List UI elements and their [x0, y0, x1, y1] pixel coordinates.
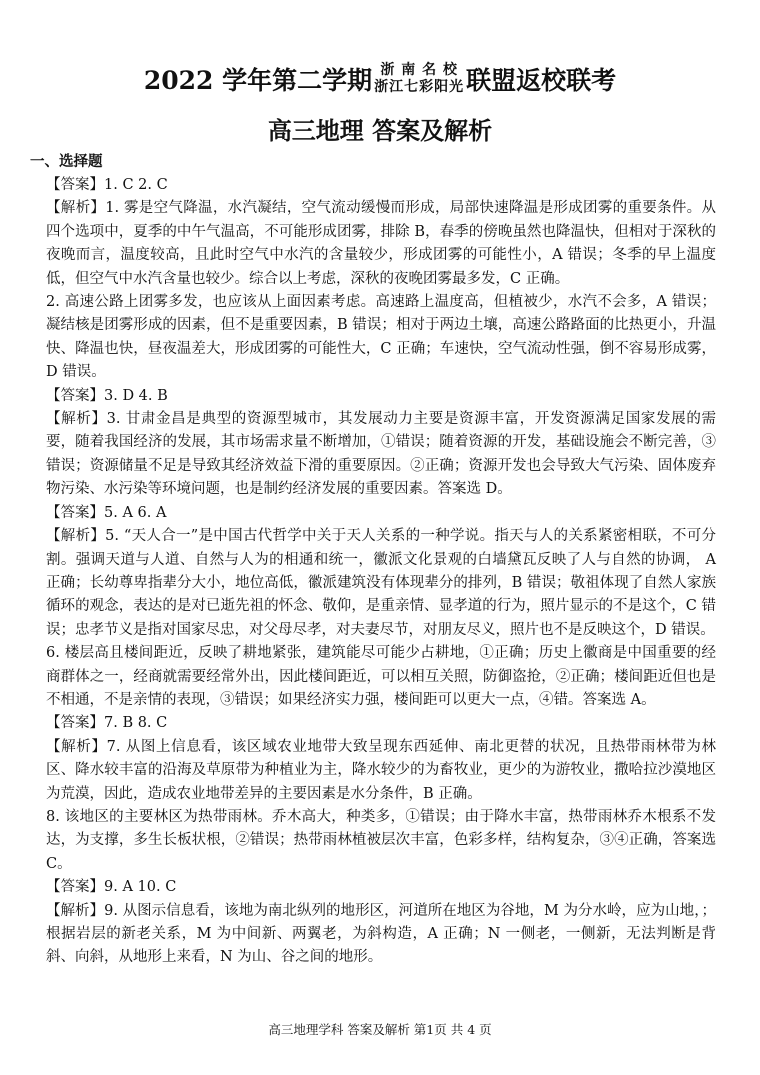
- explanation-paragraph: 【解析】1. 雾是空气降温，水汽凝结，空气流动缓慢而形成，局部快速降温是形成团雾的重要条件。从四个选项中，夏季的中午气温高，不可能形成团雾，排除 B，春季的傍晚虽然也降温快，但相对于深秋的夜晚而言，温度较高，且此时空气中水汽的含量较少，形成团雾的可能性小，A 错误；冬季的早上温度低，但空气中水汽含量也较少。综合以上考虑，深秋的夜晚团雾最多发，C 正确。: [46, 200, 716, 287]
- answer-content: [46, 174, 716, 970]
- page-footer: 高三地理学科 答案及解析 第1页 共 4 页: [268, 1022, 492, 1037]
- answer-line: 【答案】7. B 8. C: [46, 715, 168, 732]
- explanation-paragraph: 【解析】5. “天人合一”是中国古代哲学中关于天人关系的一种学说。指天与人的关系紧密相联，不可分割。强调天道与人道、自然与人为的相通和统一，徽派文化景观的白墙黛瓦反映了人与自然的协调， A 正确；长幼尊卑指辈分大小，地位高低，徽派建筑没有体现辈分的排列，B 错误；敬祖体现了自然人家族循环的观念，表达的是对已逝先祖的怀念、敬仰，是重亲情、显孝道的行为，照片显示的不是这个，C 错误；忠孝节义是指对国家尽忠，对父母尽孝，对夫妻尽节，对朋友尽义，照片也不是反映这个，D 错误。: [46, 528, 716, 638]
- section-heading: 一、选择题: [30, 153, 103, 170]
- alliance-name-top: 浙 南 名 校: [380, 62, 458, 78]
- document-title: [0, 62, 760, 96]
- title-suffix: 联盟返校联考: [466, 66, 617, 95]
- explanation-paragraph: 【解析】7. 从图上信息看，该区域农业地带大致呈现东西延伸、南北更替的状况，且热带雨林带为林区、降水较丰富的沿海及草原带为种植业为主，降水较少的为畜牧业，更少的为游牧业，撒哈拉沙漠地区为荒漠，因此，造成农业地带差异的主要因素是水分条件，B 正确。: [46, 738, 716, 802]
- explanation-paragraph: 【解析】3. 甘肃金昌是典型的资源型城市，其发展动力主要是资源丰富，开发资源满足国家发展的需要，随着我国经济的发展，其市场需求量不断增加，①错误；随着资源的开发，基础设施会不断完善，③错误；资源储量不足是导致其经济效益下滑的重要原因。②正确；资源开发也会导致大气污染、固体废弃物污染、水污染等环境问题，也是制约经济发展的重要因素。答案选 D。: [46, 411, 716, 498]
- alliance-name-bottom: 浙江七彩阳光: [374, 79, 465, 95]
- explanation-paragraph: 8. 该地区的主要林区为热带雨林。乔木高大，种类多，①错误；由于降水丰富，热带雨林乔木根系不发达，为支撑，多生长板状根，②错误；热带雨林植被层次丰富，色彩多样，结构复杂，③④正确，答案选 C。: [46, 808, 716, 872]
- answer-line: 【答案】5. A 6. A: [46, 504, 167, 521]
- document-subtitle: 高三地理 答案及解析: [267, 116, 493, 145]
- explanation-paragraph: 【解析】9. 从图示信息看，该地为南北纵列的地形区，河道所在地区为谷地，M 为分水岭，应为山地，；根据岩层的新老关系，M 为中间新、两翼老，为斜构造，A 正确；N 一侧老，一侧新，无法判断是背斜、向斜，从地形上来看，N 为山、谷之间的地形。: [46, 902, 716, 966]
- title-year: 2022 学年第二学期: [143, 66, 373, 95]
- answer-line: 【答案】9. A 10. C: [46, 879, 177, 896]
- answer-line: 【答案】3. D 4. B: [46, 387, 168, 404]
- answer-line: 【答案】1. C 2. C: [46, 177, 168, 193]
- explanation-paragraph: 2. 高速公路上团雾多发，也应该从上面因素考虑。高速路上温度高，但植被少，水汽不会多，A 错误；凝结核是团雾形成的因素，但不是重要因素，B 错误；相对于两边土壤，高速公路路面的比热更小，升温快、降温也快，昼夜温差大，形成团雾的可能性大，C 正确；车速快，空气流动性强，倒不容易形成雾，D 错误。: [46, 294, 716, 381]
- alliance-name-stack: [374, 62, 464, 96]
- explanation-paragraph: 6. 楼层高且楼间距近，反映了耕地紧张，建筑能尽可能少占耕地，①正确；历史上徽商是中国重要的经商群体之一，经商就需要经常外出，因此楼间距近，可以相互关照，防御盗抢，②正确；楼间距近但也是不相通，不是亲情的表现，③错误；如果经济实力强，楼间距可以更大一点，④错。答案选 A。: [46, 645, 716, 708]
